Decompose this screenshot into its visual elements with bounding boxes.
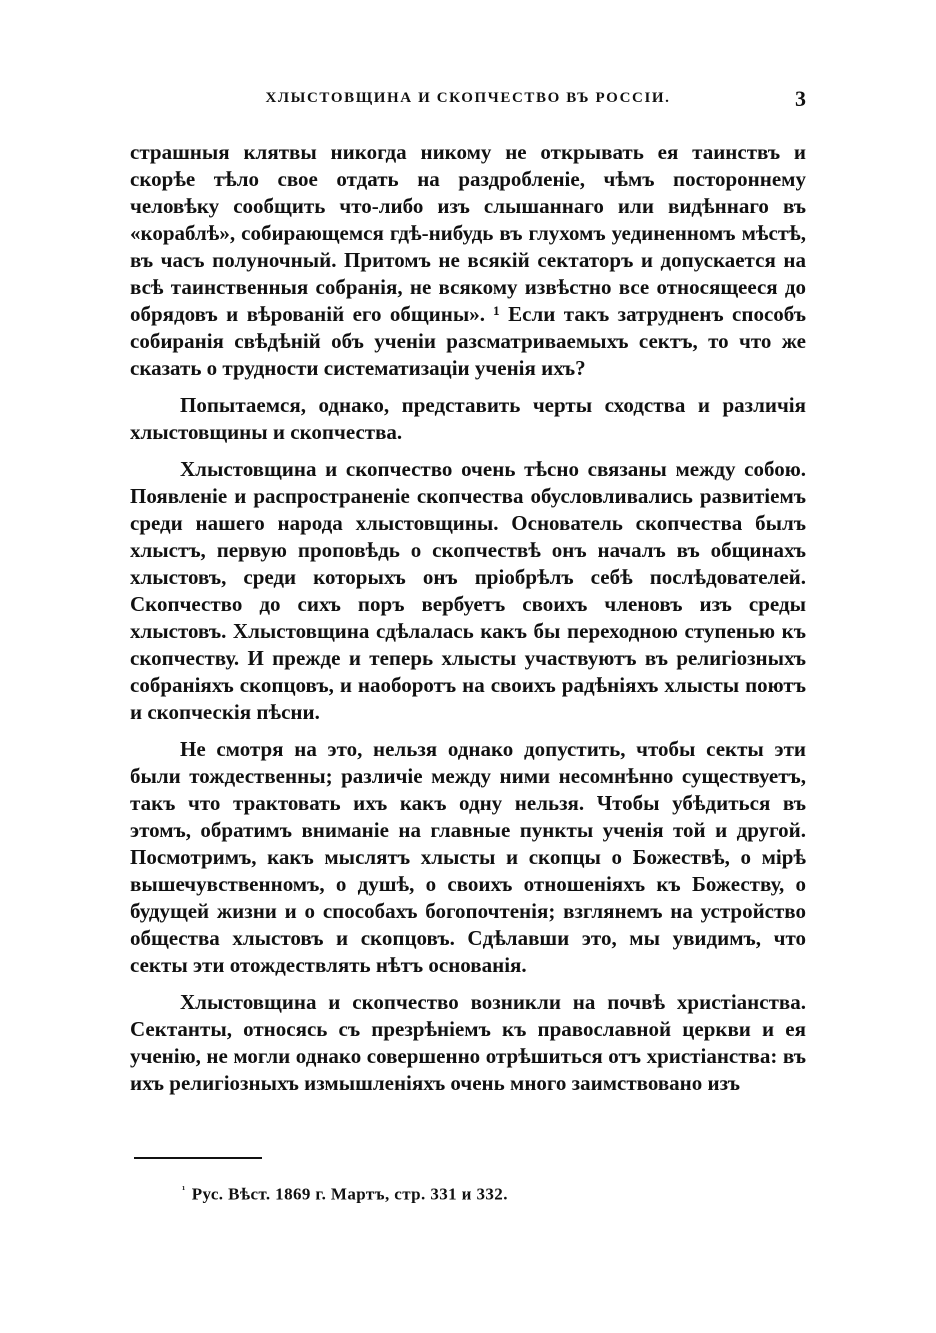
page-number: 3	[795, 86, 806, 111]
footnote-mark: ¹	[182, 1184, 186, 1196]
footnote-text: Рус. Вѣст. 1869 г. Мартъ, стр. 331 и 332.	[191, 1184, 508, 1204]
body-text	[130, 139, 806, 1107]
paragraph: страшныя клятвы никогда никому не открывать ея таинствъ и скорѣе тѣло свое отдать на раздробленіе, чѣмъ постороннему человѣку сообщить что-либо изъ слышаннаго или видѣннаго въ «кораблѣ», собирающемся гдѣ-нибудь въ глухомъ уединенномъ мѣстѣ, въ часъ полуночный. Притомъ не всякій сектаторъ и допускается на всѣ таинственныя собранія, не всякому извѣстно все относящееся до обрядовъ и вѣрованій его общины». ¹ Если такъ затрудненъ способъ собиранія свѣдѣній объ ученіи разсматриваемыхъ сектъ, то что же сказать о трудности систематизаціи ученія ихъ?	[130, 140, 806, 380]
running-title: ХЛЫСТОВЩИНА И СКОПЧЕСТВО ВЪ РОССІИ.	[265, 90, 671, 106]
footnote-rule	[134, 1157, 262, 1159]
footnote	[182, 1184, 508, 1205]
paragraph: Попытаемся, однако, представить черты сходства и различія хлыстовщины и скопчества.	[130, 393, 806, 444]
paragraph: Хлыстовщина и скопчество очень тѣсно связаны между собою. Появленіе и распространеніе скопчества обусловливались развитіемъ среди нашего народа хлыстовщины. Основатель скопчества былъ хлыстъ, первую проповѣдь о скопчествѣ онъ началъ въ общинахъ хлыстовъ, среди которыхъ онъ пріобрѣлъ себѣ послѣдователей. Скопчество до сихъ поръ вербуетъ своихъ членовъ изъ среды хлыстовъ. Хлыстовщина сдѣлалась какъ бы переходною ступенью къ скопчеству. И прежде и теперь хлысты участвуютъ въ религіозныхъ собраніяхъ скопцовъ, и наоборотъ на своихъ радѣніяхъ хлысты поютъ и скопческія пѣсни.	[130, 457, 806, 724]
paragraph: Не смотря на это, нельзя однако допустить, чтобы секты эти были тождественны; различіе между ними несомнѣнно существуетъ, такъ что трактовать ихъ какъ одну нельзя. Чтобы убѣдиться въ этомъ, обратимъ вниманіе на главные пункты ученія той и другой. Посмотримъ, какъ мыслятъ хлысты и скопцы о Божествѣ, о мірѣ вышечувственномъ, о душѣ, о своихъ отношеніяхъ къ Божеству, о будущей жизни и о способахъ богопочтенія; взглянемъ на устройство общества хлыстовъ и скопцовъ. Сдѣлавши это, мы увидимъ, что секты эти отождествлять нѣтъ основанія.	[130, 737, 806, 977]
paragraph: Хлыстовщина и скопчество возникли на почвѣ христіанства. Сектанты, относясь съ презрѣніемъ къ православной церкви и ея ученію, не могли однако совершенно отрѣшиться отъ христіанства: въ ихъ религіозныхъ измышленіяхъ очень много заимствовано изъ	[130, 990, 806, 1095]
running-head	[130, 86, 806, 114]
